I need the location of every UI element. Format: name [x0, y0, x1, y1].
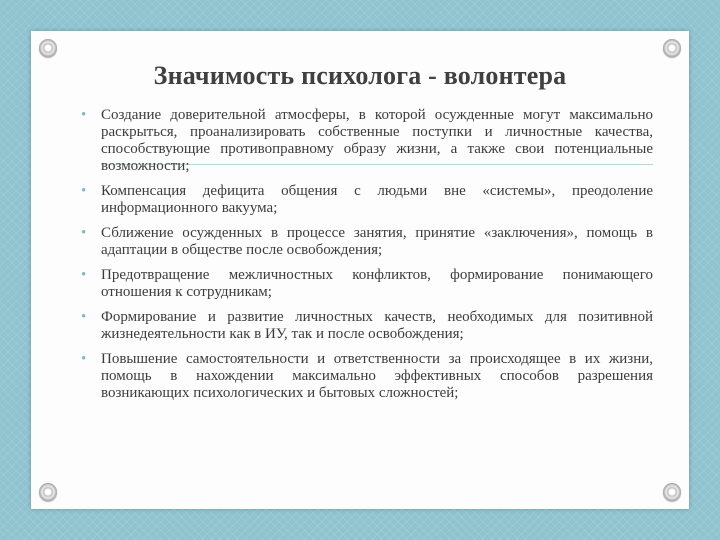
slide-card [31, 31, 689, 509]
bullet-item [81, 351, 653, 402]
bullet-dot-icon: • [81, 309, 87, 325]
bullet-list [81, 107, 653, 410]
bullet-text: Сближение осужденных в процессе занятия, принятие «заключения», помощь в адаптации в обществе после освобождения; [101, 225, 653, 258]
bullet-text: Предотвращение межличностных конфликтов, формирование понимающего отношения к сотрудникам; [101, 267, 653, 300]
bullet-item [81, 225, 653, 259]
corner-ring-icon [39, 483, 57, 501]
bullet-dot-icon: • [81, 225, 87, 241]
slide-title: Значимость психолога - волонтера [153, 61, 567, 90]
corner-ring-icon [663, 483, 681, 501]
bullet-item [81, 107, 653, 175]
bullet-dot-icon: • [81, 183, 87, 199]
corner-ring-icon [663, 39, 681, 57]
bullet-item [81, 183, 653, 217]
bullet-item [81, 309, 653, 343]
bullet-text: Создание доверительной атмосферы, в которой осужденные могут максимально раскрыться, проанализировать собственные поступки и личностные качества, способствующие противоправному образу жизни, а также свои потенциальные возможности; [101, 107, 653, 174]
bullet-text: Компенсация дефицита общения с людьми вне «системы», преодоление информационного вакуума; [101, 183, 653, 216]
bullet-text: Формирование и развитие личностных качеств, необходимых для позитивной жизнедеятельности как в ИУ, так и после освобождения; [101, 309, 653, 342]
corner-ring-icon [39, 39, 57, 57]
bullet-dot-icon: • [81, 267, 87, 283]
bullet-item [81, 267, 653, 301]
bullet-text: Повышение самостоятельности и ответственности за происходящее в их жизни, помощь в нахождении максимально эффективных способов разрешения возникающих психологических и бытовых сложностей; [101, 351, 653, 401]
bullet-dot-icon: • [81, 351, 87, 367]
bullet-dot-icon: • [81, 107, 87, 123]
